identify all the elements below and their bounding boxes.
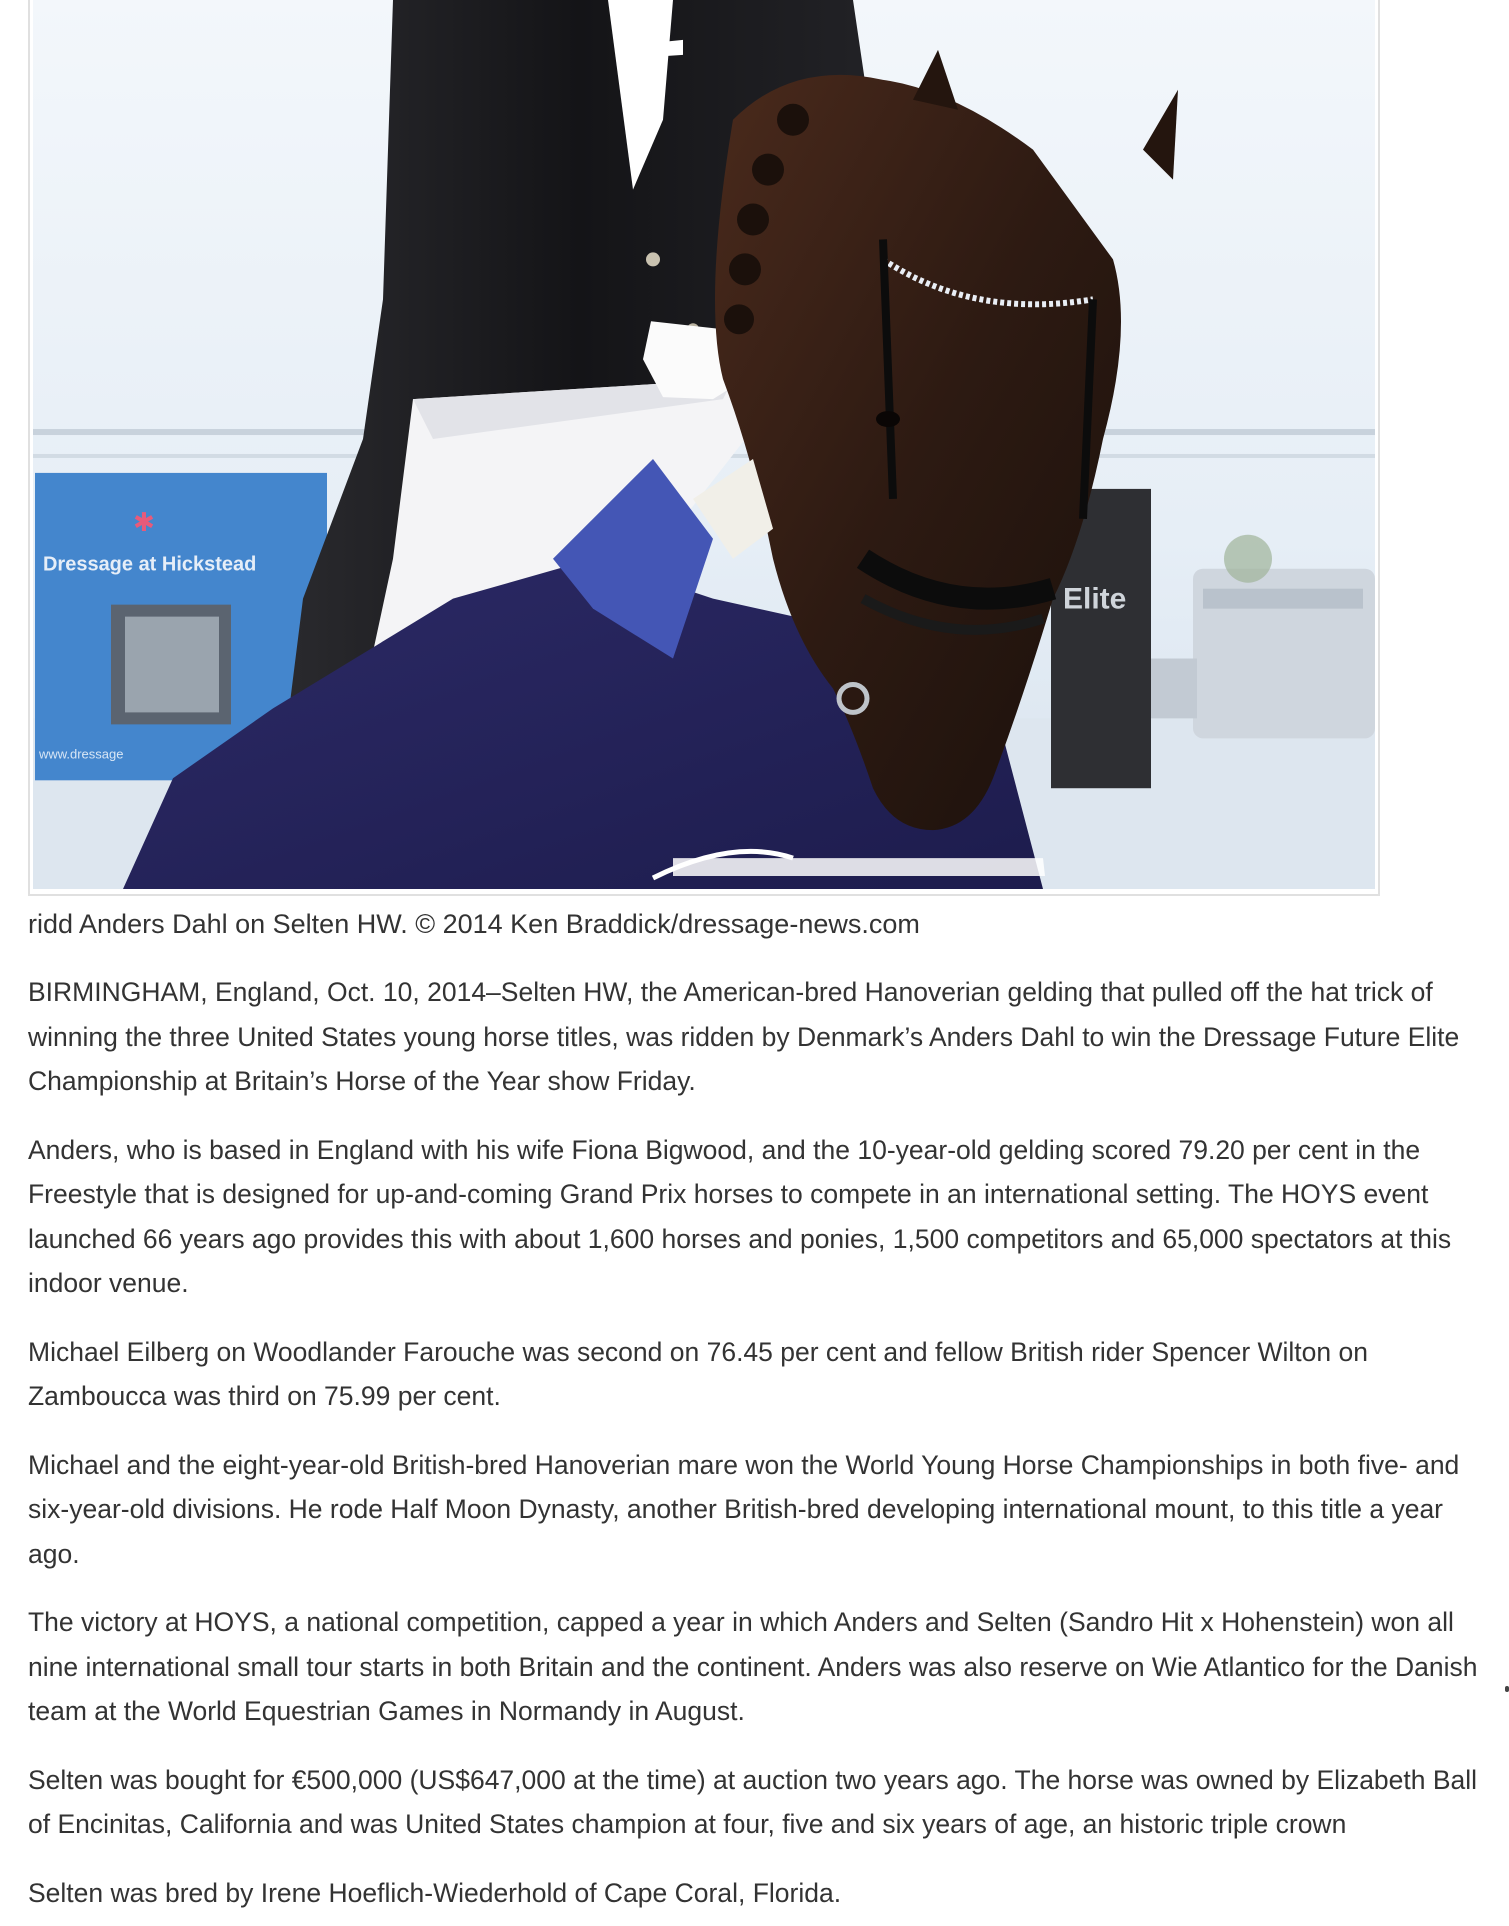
article-paragraph: Selten was bred by Irene Hoeflich-Wiederhold of Cape Coral, Florida. (28, 1877, 842, 1908)
scroll-edge-mark (1505, 1686, 1509, 1692)
photo-caption: ridd Anders Dahl on Selten HW. © 2014 Ken Braddick/dressage-news.com (28, 909, 920, 939)
article-photo (28, 0, 1380, 896)
article-paragraph: BIRMINGHAM, England, Oct. 10, 2014–Selten HW, the American-bred Hanoverian gelding that pulled off the hat trick of winning the three United States young horse titles, was ridden by Denmark’s Anders Dahl to win the Dressage Future Elite Championship at Britain’s Horse of the Year show Friday. (28, 977, 1460, 1096)
article (28, 0, 1480, 1915)
article-paragraph: The victory at HOYS, a national competition, capped a year in which Anders and Selten (Sandro Hit x Hohenstein) won all nine international small tour starts in both Britain and the continent. Anders was also reserve on Wie Atlantico for the Danish team at the World Equestrian Games in Normandy in August. (28, 1607, 1478, 1726)
article-paragraph: Michael and the eight-year-old British-bred Hanoverian mare won the World Young Horse Championships in both five- and six-year-old divisions. He rode Half Moon Dynasty, another British-bred developing international mount, to this title a year ago. (28, 1449, 1460, 1569)
svg-text:Dressage at Hickstead: Dressage at Hickstead (43, 553, 257, 576)
article-paragraph: Anders, who is based in England with his wife Fiona Bigwood, and the 10-year-old gelding scored 79.20 per cent in the Freestyle that is designed for up-and-coming Grand Prix horses to compete in an international setting. The HOYS event launched 66 years ago provides this with about 1,600 horses and ponies, 1,500 competitors and 65,000 spectators at this indoor venue. (28, 1134, 1452, 1298)
svg-text:✱: ✱ (133, 507, 155, 538)
article-paragraph: Michael Eilberg on Woodlander Farouche was second on 76.45 per cent and fellow British rider Spencer Wilton on Zamboucca was third on 75.99 per cent. (28, 1336, 1368, 1411)
svg-text:Elite: Elite (1063, 582, 1127, 616)
photo-rider-on-horse (33, 0, 1375, 889)
article-paragraph: Selten was bought for €500,000 (US$647,000 at the time) at auction two years ago. The horse was owned by Elizabeth Ball of Encinitas, California and was United States champion at four, five and six years of age, an historic triple crown (28, 1764, 1478, 1839)
svg-text:www.dressage: www.dressage (39, 746, 124, 762)
